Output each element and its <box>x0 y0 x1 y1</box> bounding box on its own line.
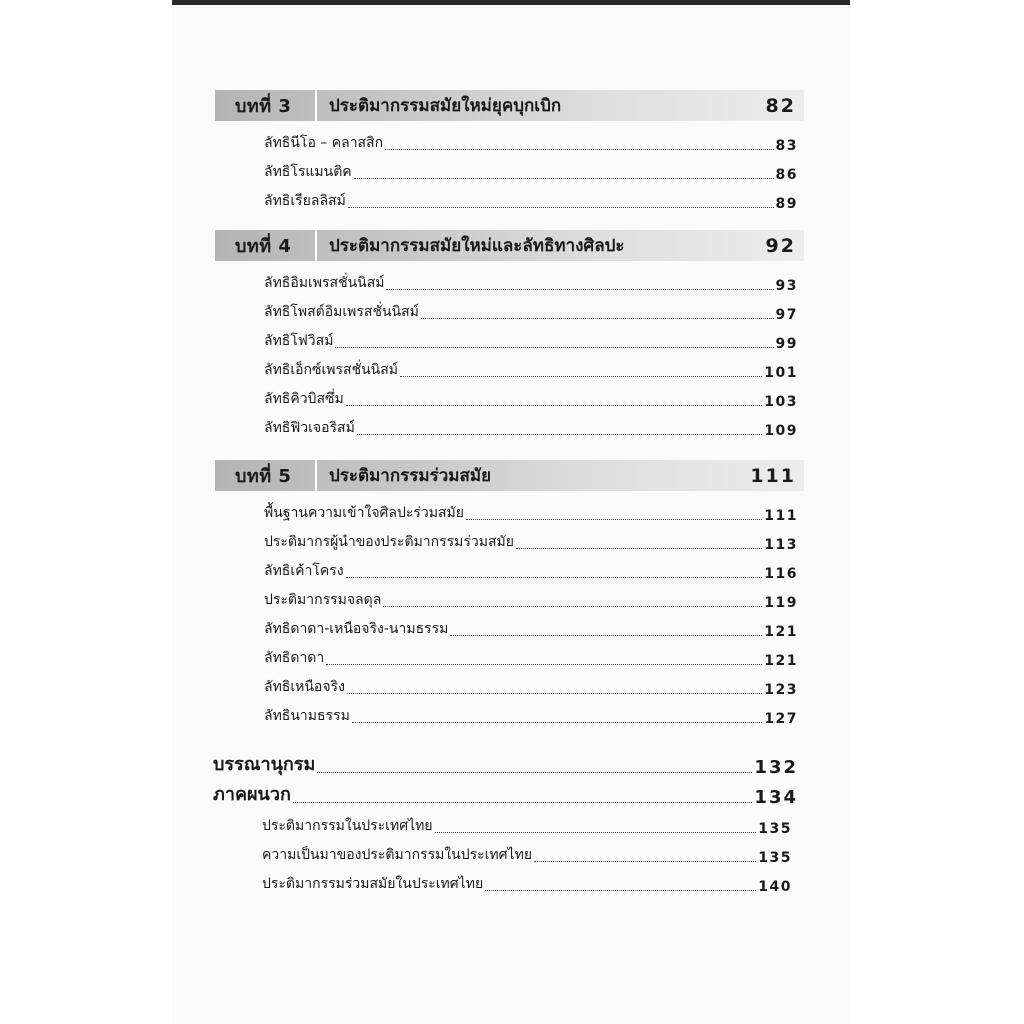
toc-entry-label: ประติมากรรมร่วมสมัยในประเทศไทย <box>262 876 484 892</box>
toc-leader-dots <box>357 434 762 435</box>
toc-entry[interactable] <box>215 611 804 640</box>
toc-leader-dots <box>534 861 756 862</box>
toc-entry-page: 93 <box>775 278 798 294</box>
toc-entry[interactable] <box>213 866 798 895</box>
chapter-header <box>215 90 804 121</box>
toc-leader-dots <box>354 178 774 179</box>
toc-entry[interactable] <box>213 837 798 866</box>
toc-entry-page: 103 <box>764 394 798 410</box>
toc-leader-dots <box>421 318 774 319</box>
toc-entry[interactable] <box>215 294 804 323</box>
toc-bibliography[interactable] <box>213 748 798 778</box>
appendix-entries <box>213 808 798 895</box>
toc-entry[interactable] <box>215 669 804 698</box>
toc-entry[interactable] <box>215 183 804 212</box>
chapter-3 <box>215 90 804 212</box>
toc-entry-page: 135 <box>758 850 792 866</box>
toc-entry-page: 121 <box>764 653 798 669</box>
toc-entry-page: 135 <box>758 821 792 837</box>
page-top-edge <box>172 0 850 5</box>
toc-entry[interactable] <box>215 265 804 294</box>
toc-leader-dots <box>516 548 762 549</box>
bibliography-page: 132 <box>754 757 798 778</box>
toc-entry-label: ลัทธิเค้าโครง <box>264 563 344 579</box>
toc-entry-label: ประติมากรรมในประเทศไทย <box>262 818 433 834</box>
toc-entry[interactable] <box>215 381 804 410</box>
chapter-divider <box>315 90 317 121</box>
toc-leader-dots <box>347 693 762 694</box>
toc-entry[interactable] <box>215 352 804 381</box>
toc-entry-label: ลัทธิเหนือจริง <box>264 679 345 695</box>
chapter-4 <box>215 230 804 439</box>
toc-entry-page: 119 <box>764 595 798 611</box>
toc-entry-label: ประติมากรรมจลดุล <box>264 592 382 608</box>
chapter-page: 111 <box>750 464 796 487</box>
toc-entry-page: 99 <box>775 336 798 352</box>
toc-leader-dots <box>485 890 756 891</box>
chapter-header <box>215 230 804 261</box>
toc-entry-label: พื้นฐานความเข้าใจศิลปะร่วมสมัย <box>264 505 464 521</box>
toc-entry-label: ลัทธิดาดา <box>264 650 325 666</box>
toc-leader-dots <box>385 149 773 150</box>
toc-entry-label: ลัทธิโรแมนติค <box>264 164 352 180</box>
chapter-entries <box>215 125 804 212</box>
toc-entry-page: 113 <box>764 537 798 553</box>
toc-entry-label: ลัทธินามธรรม <box>264 708 350 724</box>
toc-entry[interactable] <box>215 698 804 727</box>
toc-entry-page: 109 <box>764 423 798 439</box>
toc-entry-label: ลัทธินีโอ – คลาสสิก <box>264 135 384 151</box>
toc-leader-dots <box>346 405 763 406</box>
toc-leader-dots <box>293 802 753 803</box>
toc-entry-page: 116 <box>764 566 798 582</box>
toc-entry[interactable] <box>215 410 804 439</box>
toc-leader-dots <box>346 577 763 578</box>
toc-entry-page: 97 <box>775 307 798 323</box>
chapter-number: บทที่ 3 <box>235 96 292 117</box>
toc-entry-label: ความเป็นมาของประติมากรรมในประเทศไทย <box>262 847 533 863</box>
toc-leader-dots <box>348 207 774 208</box>
toc-leader-dots <box>466 519 762 520</box>
toc-entry[interactable] <box>215 154 804 183</box>
toc-entry-label: ลัทธิอิมเพรสชั่นนิสม์ <box>264 275 385 291</box>
appendix-page: 134 <box>754 787 798 808</box>
toc-entry-page: 111 <box>764 508 798 524</box>
chapter-title: ประติมากรรมสมัยใหม่ยุคบุกเบิก <box>329 96 562 116</box>
toc-entry-page: 83 <box>775 138 798 154</box>
toc-entry-label: ลัทธิเรียลลิสม์ <box>264 193 346 209</box>
toc-entry-page: 121 <box>764 624 798 640</box>
chapter-number: บทที่ 5 <box>235 466 292 487</box>
toc-entry-label: ลัทธิโพสต์อิมเพรสชั่นนิสม์ <box>264 304 419 320</box>
chapter-title: ประติมากรรมสมัยใหม่และลัทธิทางศิลปะ <box>329 236 625 256</box>
toc-leader-dots <box>450 635 762 636</box>
toc-leader-dots <box>335 347 773 348</box>
toc-entry-label: ลัทธิเอ็กซ์เพรสชั่นนิสม์ <box>264 362 399 378</box>
toc-entry-label: ลัทธิดาดา-เหนือจริง-นามธรรม <box>264 621 449 637</box>
toc-entry[interactable] <box>215 640 804 669</box>
chapter-header <box>215 460 804 491</box>
chapter-entries <box>215 495 804 727</box>
chapter-entries <box>215 265 804 439</box>
toc-entry[interactable] <box>215 495 804 524</box>
bibliography-label: บรรณานุกรม <box>213 754 316 775</box>
toc-entry-label: ลัทธิฟิวเจอริสม์ <box>264 420 355 436</box>
toc-entry[interactable] <box>215 582 804 611</box>
chapter-page: 82 <box>765 94 796 117</box>
toc-entry[interactable] <box>215 125 804 154</box>
toc-leader-dots <box>317 772 752 773</box>
toc-entry[interactable] <box>213 808 798 837</box>
toc-appendix[interactable] <box>213 778 798 808</box>
toc-leader-dots <box>326 664 762 665</box>
toc-entry-label: ประติมากรผู้นำของประติมากรรมร่วมสมัย <box>264 534 514 550</box>
toc-entry[interactable] <box>215 553 804 582</box>
toc-leader-dots <box>435 832 757 833</box>
toc-leader-dots <box>383 606 762 607</box>
appendix-label: ภาคผนวก <box>213 784 291 805</box>
toc-entry-page: 140 <box>758 879 792 895</box>
chapter-5 <box>215 460 804 727</box>
toc-entry-page: 86 <box>775 167 798 183</box>
toc-entry-page: 89 <box>775 196 798 212</box>
toc-entry[interactable] <box>215 323 804 352</box>
toc-leader-dots <box>352 722 762 723</box>
chapter-page: 92 <box>765 234 796 257</box>
toc-entry-page: 123 <box>764 682 798 698</box>
chapter-divider <box>315 230 317 261</box>
toc-leader-dots <box>400 376 762 377</box>
toc-entry-page: 127 <box>764 711 798 727</box>
chapter-divider <box>315 460 317 491</box>
toc-entry-label: ลัทธิคิวบิสซึ่ม <box>264 391 344 407</box>
toc-leader-dots <box>386 289 773 290</box>
toc-entry-page: 101 <box>764 365 798 381</box>
toc-entry[interactable] <box>215 524 804 553</box>
chapter-number: บทที่ 4 <box>235 236 292 257</box>
toc-entry-label: ลัทธิโฟวิสม์ <box>264 333 334 349</box>
chapter-title: ประติมากรรมร่วมสมัย <box>329 466 492 486</box>
